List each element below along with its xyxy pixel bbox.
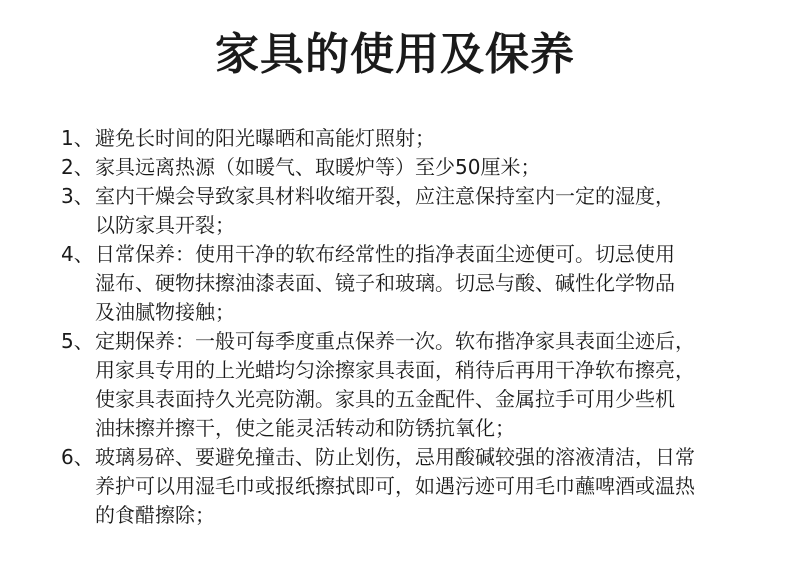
item-line: 家具远离热源（如暖气、取暖炉等）至少50厘米； — [95, 155, 541, 179]
list-item — [61, 240, 751, 327]
item-line: 养护可以用湿毛巾或报纸擦拭即可，如遇污迹可用毛巾蘸啤酒或温热 — [95, 474, 695, 498]
item-text — [95, 240, 751, 327]
list-item — [61, 443, 751, 530]
item-number: 6、 — [61, 445, 94, 469]
item-line: 日常保养：使用干净的软布经常性的指净表面尘迹便可。切忌使用 — [95, 242, 675, 266]
item-line: 的食醋擦除； — [95, 503, 215, 527]
item-line: 及油腻物接触； — [95, 300, 235, 324]
item-text — [95, 182, 751, 240]
item-line: 玻璃易碎、要避免撞击、防止划伤，忌用酸碱较强的溶液清洁，日常 — [95, 445, 695, 469]
item-line: 湿布、硬物抹擦油漆表面、镜子和玻璃。切忌与酸、碱性化学物品 — [95, 271, 675, 295]
item-number: 4、 — [61, 242, 94, 266]
item-line: 油抹擦并擦干，使之能灵活转动和防锈抗氧化； — [95, 416, 515, 440]
item-line: 避免长时间的阳光曝晒和高能灯照射； — [95, 126, 435, 150]
list-item — [61, 327, 751, 443]
item-line: 定期保养：一般可每季度重点保养一次。软布揩净家具表面尘迹后， — [95, 329, 695, 353]
list-item — [61, 124, 751, 153]
item-text — [95, 327, 751, 443]
item-number: 5、 — [61, 329, 94, 353]
page-title: 家具的使用及保养 — [215, 29, 575, 80]
item-text — [95, 153, 751, 182]
instruction-list — [61, 124, 751, 530]
item-text — [95, 124, 751, 153]
item-number: 3、 — [61, 184, 94, 208]
item-line: 以防家具开裂； — [95, 213, 235, 237]
item-line: 室内干燥会导致家具材料收缩开裂，应注意保持室内一定的湿度， — [95, 184, 675, 208]
item-text — [95, 443, 751, 530]
item-number: 2、 — [61, 155, 94, 179]
item-line: 用家具专用的上光蜡均匀涂擦家具表面，稍待后再用干净软布擦亮， — [95, 358, 695, 382]
item-line: 使家具表面持久光亮防潮。家具的五金配件、金属拉手可用少些机 — [95, 387, 675, 411]
item-number: 1、 — [61, 126, 94, 150]
list-item — [61, 182, 751, 240]
list-item — [61, 153, 751, 182]
